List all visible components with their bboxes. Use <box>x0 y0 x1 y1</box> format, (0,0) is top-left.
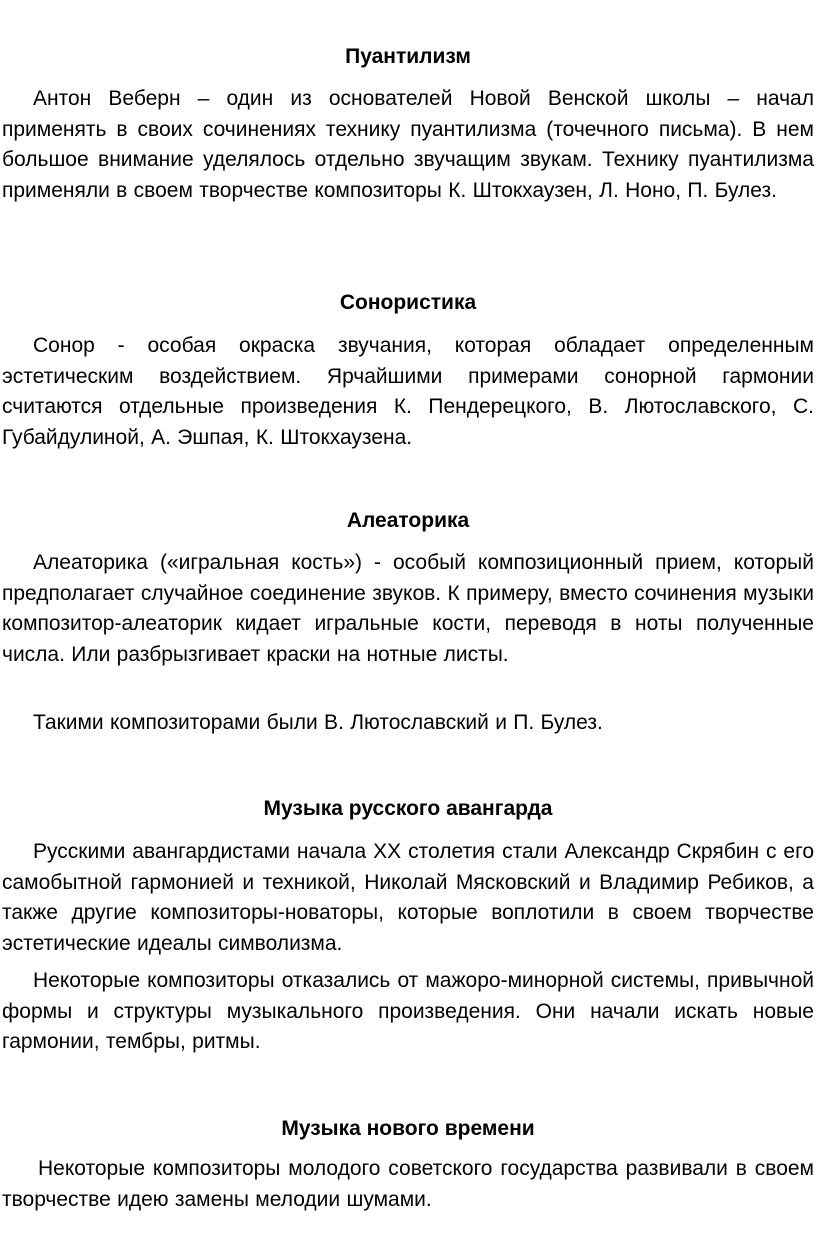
section-heading-sonoristics: Сонористика <box>339 291 477 314</box>
section-heading-pointillism: Пуантилизм <box>345 45 471 68</box>
paragraph-modern-music: Некоторые композиторы молодого советского государства развивали в своем творчестве идею замены мелодии шумами. <box>2 1157 814 1211</box>
section-heading-modern-music: Музыка нового времени <box>281 1117 535 1140</box>
paragraph-russian-avant-garde-2: Некоторые композиторы отказались от мажоро-минорной системы, привычной формы и структуры музыкального произведения. Они начали искать новые гармонии, тембры, ритмы. <box>2 969 814 1053</box>
paragraph-pointillism: Антон Веберн – один из основателей Новой Венской школы – начал применять в своих сочинениях технику пуантилизма (точечного письма). В нем большое внимание уделялось отдельно звучащим звукам. Технику пуантилизма применяли в своем творчестве композиторы К. Штокхаузен, Л. Ноно, П. Булез. <box>2 87 814 202</box>
section-heading-russian-avant-garde: Музыка русского авангарда <box>263 797 553 820</box>
paragraph-aleatorics-1: Алеаторика («игральная кость») - особый композиционный прием, который предполагает случайное соединение звуков. К примеру, вместо сочинения музыки композитор-алеаторик кидает игральные кости, переводя в ноты полученные числа. Или разбрызгивает краски на нотные листы. <box>2 551 814 666</box>
paragraph-aleatorics-2: Такими композиторами были В. Лютославский и П. Булез. <box>33 711 603 734</box>
section-heading-aleatorics: Алеаторика <box>346 509 470 532</box>
paragraph-sonoristics: Сонор - особая окраска звучания, которая обладает определенным эстетическим воздействием. Ярчайшими примерами сонорной гармонии считаются отдельные произведения К. Пендерецкого, В. Лютославского, С. Губайдулиной, А. Эшпая, К. Штокхаузена. <box>2 334 814 449</box>
paragraph-russian-avant-garde-1: Русскими авангардистами начала XX столетия стали Александр Скрябин с его самобытной гармонией и техникой, Николай Мясковский и Владимир Ребиков, а также другие композиторы-новаторы, которые воплотили в своем творчестве эстетические идеалы символизма. <box>2 840 814 955</box>
